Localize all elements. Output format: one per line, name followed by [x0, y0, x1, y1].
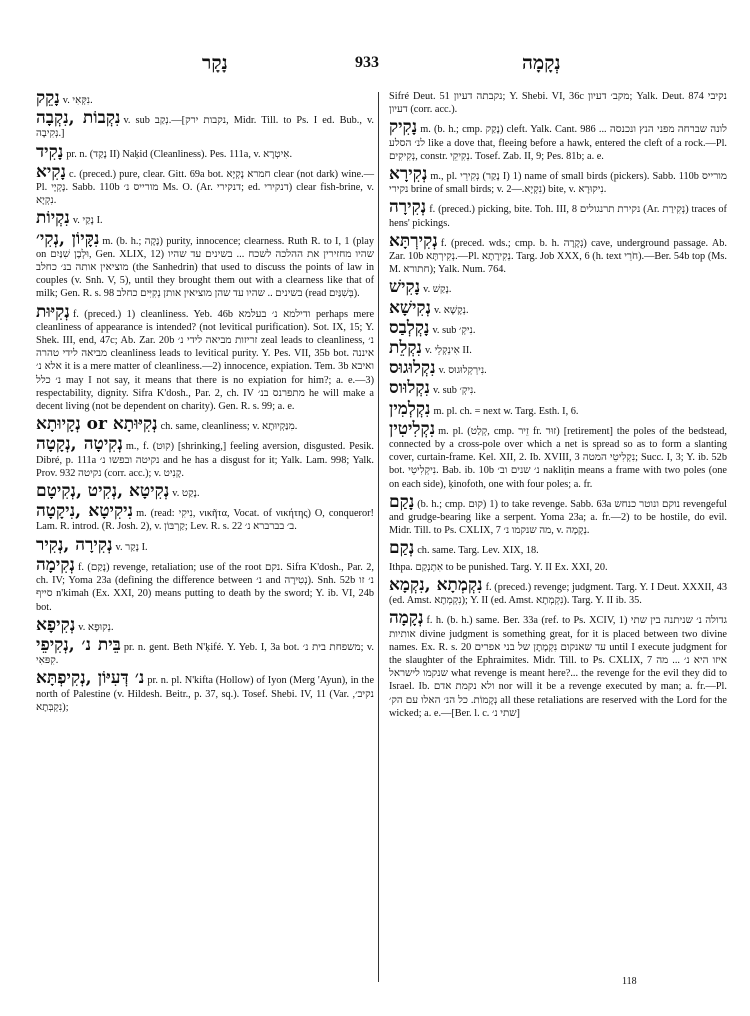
- entry-headword: נ׳ דְּעִיּוֹן ,נְקִיפְתָּא: [36, 668, 145, 689]
- dictionary-entry: [36, 503, 374, 533]
- entry-definition: v. נִירְקְלוּגוּס.: [438, 365, 487, 377]
- entry-headword: נְקִיפָא: [36, 614, 76, 635]
- dictionary-entry: [389, 90, 727, 116]
- dictionary-entry: [389, 317, 727, 338]
- left-column: [36, 90, 374, 717]
- entry-headword: נְקִירְתָּא: [389, 230, 438, 251]
- entry-headword: נָקִיא: [36, 161, 66, 182]
- entry-headword: נִקְיוֹת: [36, 208, 70, 229]
- entry-definition: v. sub נְקַב.—[נקבות ירק, Midr. Till. to Ps. I ed. Bub., v. נְקִיבָה.]: [36, 115, 374, 140]
- dictionary-entry: [389, 418, 728, 491]
- entry-definition: pr. n. (נָקַד II) Naḳid (Cleanliness). Pes. 111a, v. אִיטְרָא.: [66, 148, 293, 160]
- entry-headword: נְקִישָׁא: [389, 297, 432, 318]
- entry-definition: Ithpa. אִתְנְקַם to be punished. Targ. Y. II Ex. XXI, 20.: [389, 561, 608, 573]
- dictionary-entry: [36, 141, 374, 162]
- entry-definition: f. (preced.) 1) cleanliness. Yeb. 46b ודילמא נ׳ בעלמא perhaps mere cleanliness of appearance is intended? (not levitical purification). Sot. IX, 15; Y. Shek. III, end, 47c; Ab. Zar. 20b זריזות מביאה לידי נ׳ zeal leads to cleanliness, נ׳ מביאה לידי טהרה cleanliness leads to levitical purity. Y. Pes. VII, 35b bot. איננה אלא נ׳ it is a mere matter of cleanliness.—2) innocence, expiation. Tem. 3b ואיבא נ׳ כלל may I not say, it means that there is no expiation for him?; a. e.—3) respectability, dignity. Sifra K'dosh., Par. 2, ch. IV מתפרנס בנ׳ he will make a decent living (not be dependent on charity). Gen. R. s. 99; a. e.: [36, 308, 375, 413]
- entry-headword: נְקִירָה: [389, 197, 427, 218]
- entry-definition: m. pl. (קְלַט, cmp. זֵיר fr. זוּר) [retirement] the poles of the bedstead, connected by a cross-pole over which a net is spread so as to form a slanting cover, curtain-frame. Kel. XII, 2. Ib. XVIII, 3 נִקְלִיטֵי המטה; Succ. I, 3; Y. ib. 52b bot. נִיקְלִיטֵי. Bab. ib. 10b נ׳ שנים וב׳ nakliṭin means a frame with two poles (one on each side), ḳinofoth, one with four poles; a. fr.: [389, 425, 728, 490]
- entry-definition: f. (preced. wds.; cmp. b. h. נְקָרָה) cave, underground passage. Ab. Zar. 10b נְקִירְתָּא.—Pl. נְקִירָתָא. Targ. Job XXX, 6 (h. text חֹרֵי).—Ber. 54b top (Ms. M. חתורא); Yalk. Num. 764.: [389, 237, 727, 276]
- dictionary-entry: [36, 436, 374, 480]
- entry-headword: נִקְמְתָא ,נִקְמָא: [389, 574, 483, 595]
- dictionary-entry: [36, 634, 374, 667]
- page-number: 933: [355, 54, 379, 71]
- entry-definition: v. נְקָשָׁא.: [434, 304, 469, 316]
- dictionary-entry: [389, 199, 727, 229]
- dictionary-entry: [36, 90, 374, 107]
- dictionary-entry: [36, 483, 374, 500]
- dictionary-entry: [36, 614, 374, 635]
- entry-definition: m. (b. h.; cmp. נָקַק) cleft. Yalk. Cant. 986 ... לונה שברחה מפני הנץ ונכנסה לנ׳ הסלע like a dove that, fleeing before a hawk, entered the cleft of a rock.—Pl. נְקִיקִים, constr. נְקִיקֵי. Tosef. Zab. II, 9; Pes. 81b; a. e.: [389, 124, 727, 162]
- entry-definition: (b. h.; cmp. קוּם) 1) to take revenge. Sabb. 63a נוקם ונוטר כנחש revengeful and grudge-bearing like a serpent. Yoma 23a; a. fr.—2) to be hostile, do evil. Midr. Till. to Ps. CXLIX, 7 מה שנקמו נ׳, v. נְקָמָה.: [389, 498, 728, 537]
- entry-headword: נִקָּיוֹן ,נְקִי׳: [36, 228, 100, 249]
- dictionary-entry: [389, 561, 727, 574]
- dictionary-entry: [36, 110, 374, 140]
- entry-headword: נְקִיּוּתָא or נְקָיוּתָא: [36, 414, 158, 435]
- entry-headword: נְקָמָה: [389, 608, 424, 629]
- entry-headword: נָקֵק: [36, 88, 60, 108]
- entry-headword: נִקְלוּגוּס: [389, 358, 436, 379]
- dictionary-entry: [389, 360, 727, 377]
- dictionary-entry: [389, 574, 727, 607]
- dictionary-entry: [389, 230, 727, 277]
- entry-headword: נָקַם: [389, 491, 415, 512]
- dictionary-entry: [389, 610, 727, 720]
- entry-definition: v. נְקוּפָא.: [78, 621, 114, 633]
- entry-definition: f. (preced.) picking, bite. Toh. III, 8 נקירת תרנגולים (Ar. נְקִירַת) traces of hens' pickings.: [389, 204, 727, 229]
- entry-headword: נְקִימָה: [36, 554, 75, 575]
- entry-headword: נִקְלֵת: [389, 338, 422, 359]
- entry-headword: נְקִיטָא ,נְקִיט ,נְקִיטָם: [36, 481, 170, 502]
- dictionary-entry: [389, 279, 727, 296]
- entry-definition: f. h. (b. h.) same. Ber. 33a (ref. to Ps. XCIV, 1) גדולה נ׳ שניתנה בין שתי אותיות divine judgment is something great, for it is placed between two divine names. Ex. R. s. 20 עד שאנקום נִקְמָתָן של בני אפרים until I execute judgment for the slaughter of the Ephraimites. Midr. Till. to Ps. CXLIX, 7 איזו היא נ׳ ... מה שנקמו לישראל what revenge is meant here?... the revenge for the evil they did to Israel. Ib. ולא נקמת אדם nor will it be a revenge executed by man; a. fr.—Pl. נְקָמוֹת. כל הנ׳ האלו עם הק׳ all these retaliations are reserved with the Lord for the wicked; a. e.—[Ber. l. c. שתי נ׳]: [389, 615, 727, 719]
- entry-definition: m. (b. h.; נָקָה) purity, innocence; clearness. Ruth R. to I, 1 (play on וּלְבֶן שִׁנַּיִם, Gen. XLIX, 12) שהיו מחזירין את ההלכה לשכח ... בשינים עד שהיו מוציאין אותה בנ׳ כחלב (the Sanhedrin) that used to discuss the points of law in couples (v. Snh. V, 5), until they brought them out with a clearness like that of milk; Gen. R. s. 98 בשינים .. שהיו עד שהן מוציאין אותן נְקִיִּים כחלב (read בְּשִׁנַּיִם).: [36, 235, 375, 300]
- dictionary-entry: [36, 301, 375, 414]
- entry-headword: נְקַם: [389, 538, 415, 559]
- entry-definition: m., f. (קוּט) [shrinking,] feeling aversion, disgusted. Pesik. Dibré, p. 111a נקיטה ובפשו נ׳ and he has a disgust for it; Yalk. Lam. 998; Yalk. Prov. 932 נקיטה (corr. acc.); v. קָנִיט.: [36, 441, 375, 479]
- entry-definition: pr. n. gent. Beth N'ḳifé. Y. Yeb. I, 3a bot. משפחת בית נ׳; v. קִפּאִי.: [36, 641, 374, 667]
- entry-definition: v. נָקַי I.: [72, 215, 103, 227]
- dictionary-entry: [36, 161, 375, 208]
- column-divider: [378, 92, 379, 982]
- entry-definition: v. נָקַט.: [172, 488, 200, 500]
- dictionary-entry: [36, 534, 374, 555]
- dictionary-entry: [389, 297, 727, 318]
- entry-headword: נִיקִיטָא ,נִיקָטָה: [36, 501, 134, 522]
- dictionary-entry: [389, 340, 727, 357]
- dictionary-entry: [389, 380, 727, 397]
- entry-headword: נְקִיטָה ,נְקָטָה: [36, 434, 123, 455]
- header-right-word: נְקָמָה: [522, 52, 561, 74]
- dictionary-entry: [389, 398, 727, 419]
- entry-headword: נְקִיּוּת: [36, 301, 70, 322]
- entry-definition: f. (נָקַם) revenge, retaliation; use of the root נקם. Sifra K'dosh., Par. 2, ch. IV; Yoma 23a (defining the difference between נ׳ and נְטִירָה). Snh. 52b נ׳ זו סייף n'kimah (Ex. XXI, 20) means putting to death by the sword; Y. ib. VI, 24b bot.: [36, 561, 375, 613]
- entry-definition: ch. same. Targ. Lev. XIX, 18.: [417, 545, 539, 557]
- page-header: [0, 52, 750, 78]
- right-column: [389, 90, 727, 723]
- entry-definition: c. (preced.) pure, clear. Gitt. 69a bot. חמרא נָקְיָא clear (not dark) wine.—Pl. נָקְיָי. Sabb. 110b מורייס נ׳ Ms. O. (Ar. דנקירי; ed. דנקירי) clear fish-brine, v. נִקְיָא.: [36, 168, 375, 207]
- entry-headword: נָקְלְבַס: [389, 317, 430, 338]
- entry-definition: v. נִקְּאִי.: [62, 95, 93, 106]
- entry-headword: בֵּית נ׳ ,נְקִיפֵי: [36, 634, 121, 655]
- dictionary-entry: [36, 228, 375, 301]
- entry-headword: נָקִיק: [389, 117, 418, 138]
- entry-headword: נָקִיד: [36, 141, 64, 162]
- entry-definition: v. אִינְקְלֵי II.: [424, 345, 472, 357]
- entry-headword: נִקְלִיטִין: [389, 418, 436, 439]
- entry-definition: Sifré Deut. 51 נקבתה דעיון; Y. Shebi. VI, 36c מקב׳ דעיון; Yalk. Deut. 874 נקיבי דעיון (corr. acc.).: [389, 91, 727, 116]
- entry-definition: v. נָקַר I.: [115, 541, 148, 553]
- entry-definition: m. pl. ch. = next w. Targ. Esth. I, 6.: [433, 405, 579, 417]
- entry-headword: נִקְלוּוס: [389, 378, 430, 399]
- dictionary-entry: [389, 119, 727, 163]
- header-left-word: נָקָר: [202, 52, 228, 74]
- entry-headword: נָקִישׁ: [389, 277, 421, 298]
- entry-headword: נִקְבוֹת ,נִקְבָה: [36, 108, 121, 129]
- entry-definition: m., pl. נְקִירֵי (נָקַר I) 1) name of small birds (pickers). Sabb. 110b מורייס נקירי brine of small birds; v. נִקְיָא.—2) bite, v. נִיקוּרָא.: [389, 171, 727, 196]
- entry-headword: נְקִירָא: [389, 164, 428, 185]
- dictionary-entry: [36, 210, 374, 227]
- dictionary-entry: [36, 416, 374, 433]
- dictionary-entry: [36, 670, 374, 714]
- dictionary-entry: [36, 554, 375, 614]
- dictionary-entry: [389, 166, 727, 196]
- entry-definition: v. sub נִיקְ׳.: [432, 324, 476, 336]
- entry-definition: f. (preced.) revenge; judgment. Targ. Y. I Deut. XXXII, 43 (ed. Amst. נִקְמְתָא); Y. II (ed. Amst. נִקְמְתָא). Targ. Y. II ib. 35.: [389, 581, 727, 607]
- entry-definition: v. sub נִיקְ׳.: [432, 385, 476, 397]
- signature-mark: 118: [622, 976, 637, 987]
- entry-definition: pr. n. pl. N'kifta (Hollow) of Iyon (Merg 'Ayun), in the north of Palestine (v. Hildesh. Beitr., p. 37, sq.). Tosef. Shebi. IV, 11 (Var. נקיב׳, נִקְבְּתָא);: [36, 675, 375, 713]
- entry-headword: נְקִירָה ,נְקִיר: [36, 534, 113, 555]
- entry-definition: ch. same, cleanliness; v. מִנַּקְיוּתָא.: [160, 421, 298, 433]
- entry-headword: נִקְלְמִין: [389, 398, 431, 419]
- entry-definition: v. נָקַשׁ.: [423, 284, 452, 296]
- dictionary-entry: [389, 540, 727, 557]
- entry-definition: m. (read: נִיקִי, νικῆτα, Vocat. of νικήτης) O, conqueror! Lam. R. introd. (R. Josh. 2), v. קַרְבּוֹן; Lev. R. s. 22 ב׳ בברברא נ׳.: [36, 508, 374, 533]
- dictionary-entry: [389, 491, 728, 538]
